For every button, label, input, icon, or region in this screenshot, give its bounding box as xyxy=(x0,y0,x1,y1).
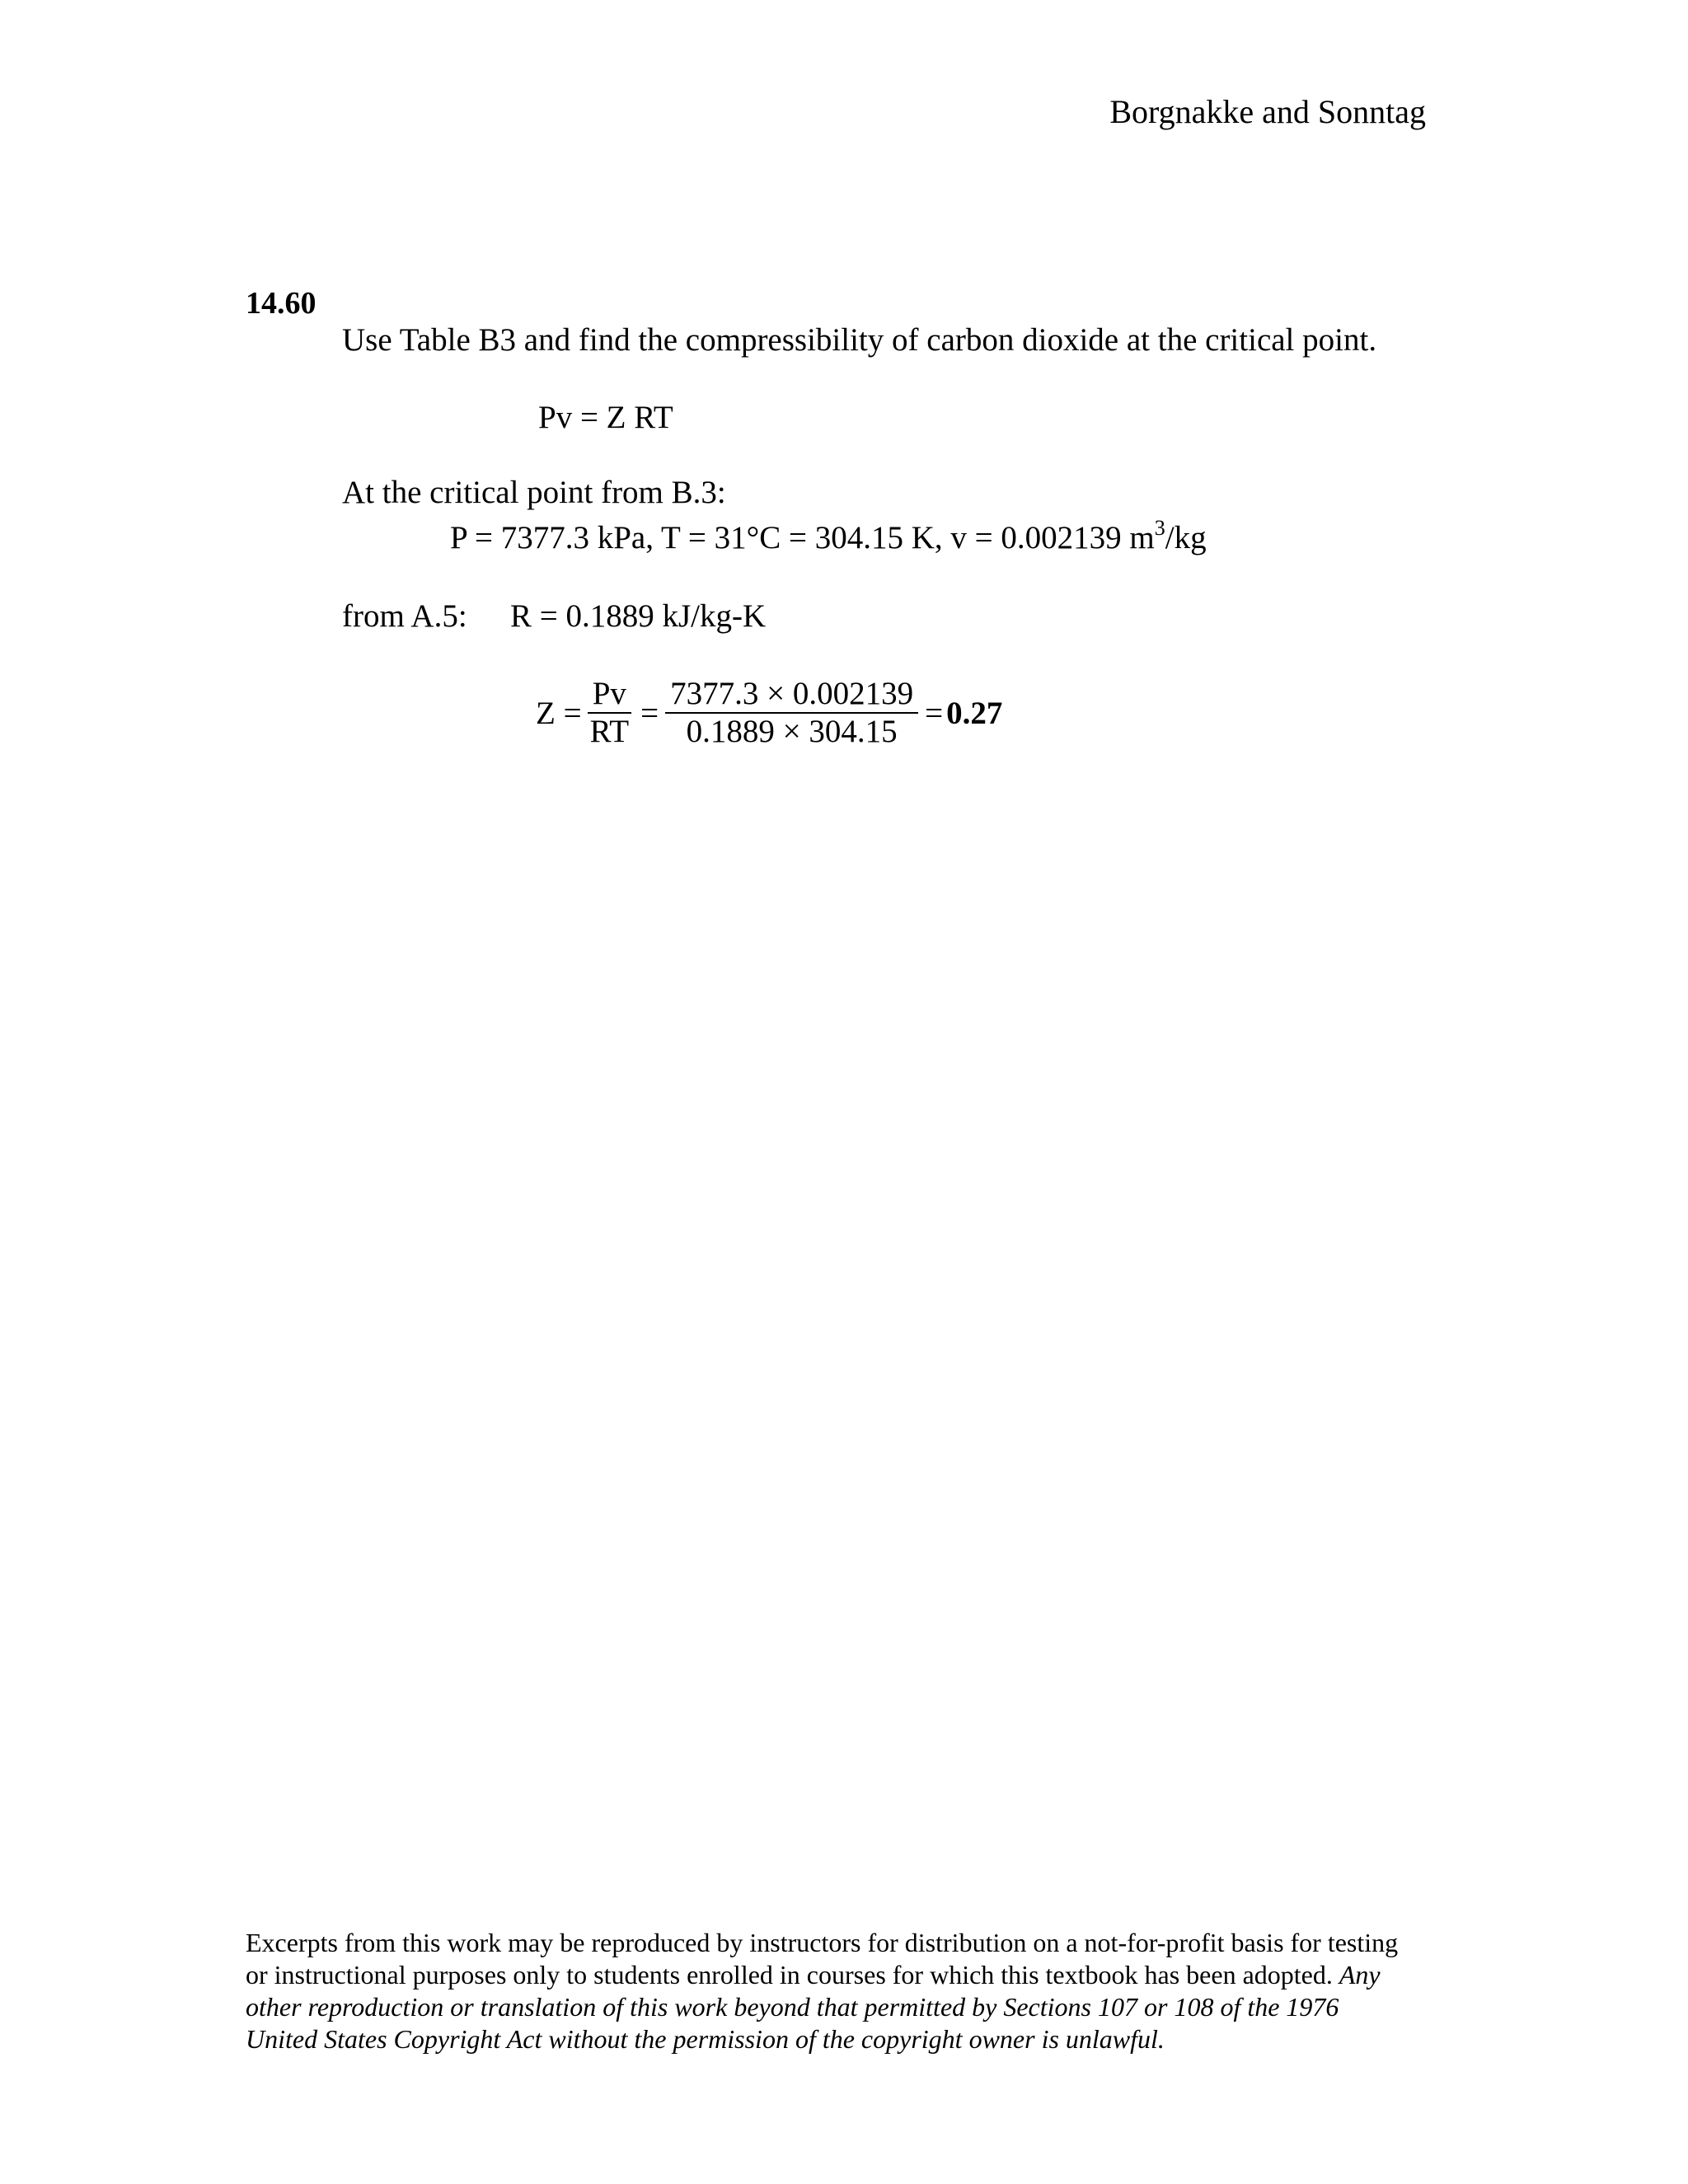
problem-statement: Use Table B3 and find the compressibility of carbon dioxide at the critical point. xyxy=(342,322,1377,358)
critical-point-intro: At the critical point from B.3: xyxy=(342,475,726,510)
ideal-gas-equation: Pv = Z RT xyxy=(538,400,673,435)
compressibility-result: 0.27 xyxy=(946,695,1003,731)
symbolic-denominator: RT xyxy=(589,714,630,749)
copyright-notice xyxy=(246,1927,1416,2055)
equals-sign-result: = xyxy=(925,695,944,731)
gas-constant-value: R = 0.1889 kJ/kg-K xyxy=(510,598,767,634)
critical-values-unit: /kg xyxy=(1165,520,1207,555)
numeric-fraction xyxy=(665,676,918,750)
critical-values-text: P = 7377.3 kPa, T = 31°C = 304.15 K, v = 0.002139 m xyxy=(450,520,1155,555)
critical-values-exponent: 3 xyxy=(1154,516,1165,540)
copyright-italic-text: Any other reproduction or translation of this work beyond that permitted by Sections 107 or 108 of the 1976 United States Copyright Act without the permission of the copyright owner is unlawful. xyxy=(246,1960,1381,2054)
page-header-authors: Borgnakke and Sonntag xyxy=(1109,93,1426,130)
problem-number: 14.60 xyxy=(246,286,316,321)
critical-point-values xyxy=(450,516,1207,556)
equals-sign: = xyxy=(640,695,659,731)
copyright-normal-text: Excerpts from this work may be reproduced by instructors for distribution on a not-for-profit basis for testing or instructional purposes only to students enrolled in courses for which this textbook has been adopted. xyxy=(246,1928,1399,1990)
symbolic-fraction xyxy=(585,676,635,750)
compressibility-calculation xyxy=(536,676,1002,750)
z-lhs: Z = xyxy=(536,695,582,731)
symbolic-numerator: Pv xyxy=(588,676,631,714)
gas-constant-label: from A.5: xyxy=(342,598,467,634)
numeric-numerator: 7377.3 × 0.002139 xyxy=(665,676,918,714)
numeric-denominator: 0.1889 × 304.15 xyxy=(686,714,898,749)
